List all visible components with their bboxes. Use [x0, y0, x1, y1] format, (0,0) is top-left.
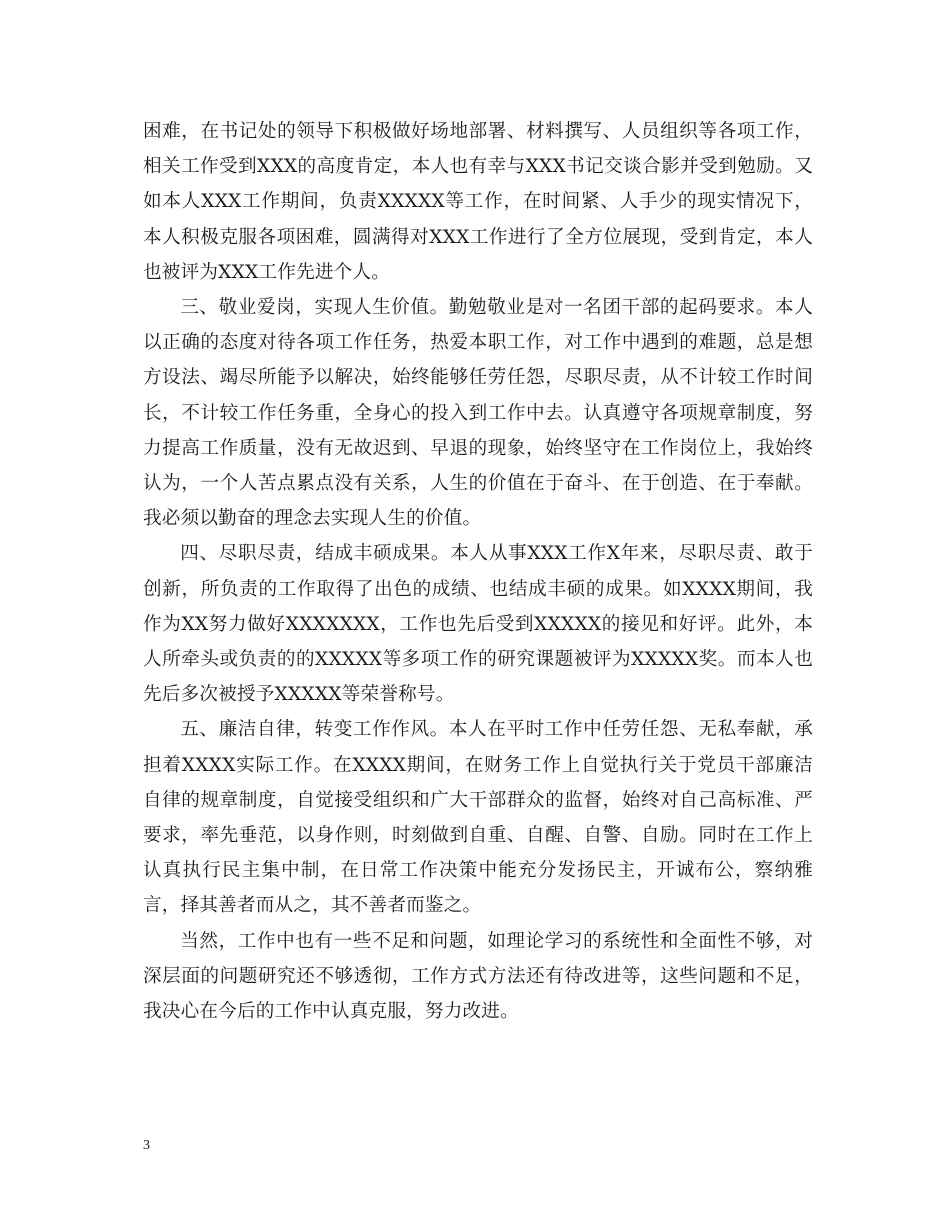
- paragraph-shortcomings: 当然，工作中也有一些不足和问题，如理论学习的系统性和全面性不够，对深层面的问题研究还不够透彻，工作方式方法还有待改进等，这些问题和不足，我决心在今后的工作中认真克服，努力改进。: [143, 930, 813, 1023]
- paragraph-continuation: 困难，在书记处的领导下积极做好场地部署、材料撰写、人员组织等各项工作，相关工作受到XXX的高度肯定，本人也有幸与XXX书记交谈合影并受到勉励。又如本人XXX工作期间，负责XXXXX等工作，在时间紧、人手少的现实情况下，本人积极克服各项困难，圆满得对XXX工作进行了全方位展现，受到肯定，本人也被评为XXX工作先进个人。: [143, 121, 813, 283]
- document-body: [143, 114, 813, 1029]
- paragraph-dedication: 三、敬业爱岗，实现人生价值。勤勉敬业是对一名团干部的起码要求。本人以正确的态度对待各项工作任务，热爱本职工作，对工作中遇到的难题，总是想方设法、竭尽所能予以解决，始终能够任劳任怨，尽职尽责，从不计较工作时间长，不计较工作任务重，全身心的投入到工作中去。认真遵守各项规章制度，努力提高工作质量，没有无故迟到、早退的现象，始终坚守在工作岗位上，我始终认为，一个人苦点累点没有关系，人生的价值在于奋斗、在于创造、在于奉献。我必须以勤奋的理念去实现人生的价值。: [143, 297, 813, 530]
- paragraph-achievements: 四、尽职尽责，结成丰硕成果。本人从事XXX工作X年来，尽职尽责、敢于创新，所负责的工作取得了出色的成绩、也结成丰硕的成果。如XXXX期间，我作为XX努力做好XXXXXXX，工作也先后受到XXXXX的接见和好评。此外，本人所牵头或负责的的XXXXX等多项工作的研究课题被评为XXXXX奖。而本人也先后多次被授予XXXXX等荣誉称号。: [143, 543, 813, 706]
- paragraph-integrity: 五、廉洁自律，转变工作作风。本人在平时工作中任劳任怨、无私奉献，承担着XXXX实际工作。在XXXX期间，在财务工作上自觉执行关于党员干部廉洁自律的规章制度，自觉接受组织和广大干部群众的监督，始终对自己高标准、严要求，率先垂范，以身作则，时刻做到自重、自醒、自警、自励。同时在工作上认真执行民主集中制，在日常工作决策中能充分发扬民主，开诚布公，察纳雅言，择其善者而从之，其不善者而鉴之。: [143, 719, 813, 917]
- page-number: 3: [143, 1138, 150, 1153]
